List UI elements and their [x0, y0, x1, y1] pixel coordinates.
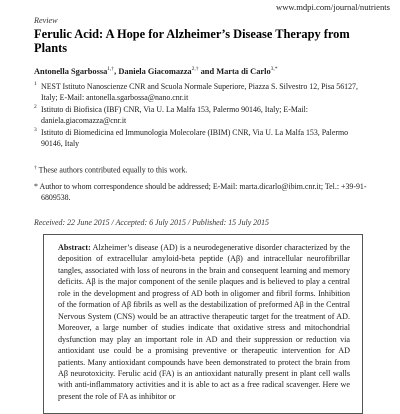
abstract-box: [43, 234, 363, 414]
corresponding-marker: *: [274, 66, 278, 72]
paper-title: Ferulic Acid: A Hope for Alzheimer’s Disease Therapy from Plants: [34, 27, 350, 55]
affiliation-text: Istituto di Biofisica (IBF) CNR, Via U. La Malfa 153, Palermo 90146, Italy; E-Mail: daniela.giacomazza@cnr.it: [41, 104, 308, 126]
author-separator: ,: [114, 66, 119, 76]
equal-contribution-text: These authors contributed equally to this work.: [38, 165, 188, 175]
correspondence-note: [34, 181, 376, 204]
affiliation-text: Istituto di Biomedicina ed Immunologia Molecolare (IBIM) CNR, Via U. La Malfa 153, Palermo 90146, Italy: [41, 127, 349, 149]
dagger-symbol: †: [34, 165, 37, 171]
equal-contribution-note: [34, 163, 369, 176]
affiliation-item: [34, 127, 369, 150]
author-affil-marker: 2,†: [191, 66, 199, 72]
author-list: [34, 66, 384, 76]
author-separator: and: [198, 66, 217, 76]
affiliation-item: [34, 81, 369, 104]
article-type: Review: [34, 16, 58, 25]
abstract-label: Abstract:: [58, 243, 91, 252]
correspondence-text: Author to whom correspondence should be addressed; E-Mail: marta.dicarlo@ibim.cnr.it; Tel.: +39-91-6809538.: [39, 182, 367, 203]
affiliation-number: 2: [34, 103, 37, 110]
author-name: Daniela Giacomazza: [118, 66, 192, 76]
affiliation-list: [34, 81, 369, 149]
abstract-text: Alzheimer’s disease (AD) is a neurodegenerative disorder characterized by the deposition of extracellular amyloid-beta peptide (Aβ) and intracellular neurofibrillar tangles, associated with loss of neurons in the brain and consequent learning and memory deficits. Aβ is the major component of the senile plaques and is believed to play a central role in the development and progress of AD both in oligomer and fibril forms. Inhibition of the formation of Aβ fibrils as well as the destabilization of preformed Aβ in the Central Nervous System (CNS) would be an attractive therapeutic target for the treatment of AD. Moreover, a large number of studies indicate that oxidative stress and mitochondrial dysfunction may play an important role in AD and their suppression or reduction via antioxidant use could be a promising preventive or therapeutic intervention for AD patients. Many antioxidant compounds have been demonstrated to protect the brain from Aβ neurotoxicity. Ferulic acid (FA) is an antioxidant naturally present in plant cell walls with anti-inflammatory activities and it is able to act as a free radical scavenger. Here we present the role of FA as inhibitor or: [58, 243, 350, 401]
author-affil-number: 3,: [270, 66, 275, 72]
affiliation-number: 3: [34, 126, 37, 133]
author-affil-marker: 1,†: [107, 66, 115, 72]
journal-url[interactable]: www.mdpi.com/journal/nutrients: [275, 2, 390, 12]
affiliation-text: NEST Istituto Nanoscienze CNR and Scuola Normale Superiore, Piazza S. Silvestro 12, Pisa 56127, Italy; E-Mail: antonella.sgarbossa@nano.cnr.it: [41, 82, 358, 103]
affiliation-number: 1: [34, 81, 37, 87]
author-name: Marta di Carlo: [216, 66, 271, 76]
affiliation-item: [34, 104, 369, 127]
author-affil-marker: [271, 66, 278, 72]
publication-dates: Received: 22 June 2015 / Accepted: 6 July 2015 / Published: 15 July 2015: [34, 218, 269, 227]
author-name: Antonella Sgarbossa: [34, 66, 108, 76]
asterisk-symbol: *: [34, 182, 38, 191]
